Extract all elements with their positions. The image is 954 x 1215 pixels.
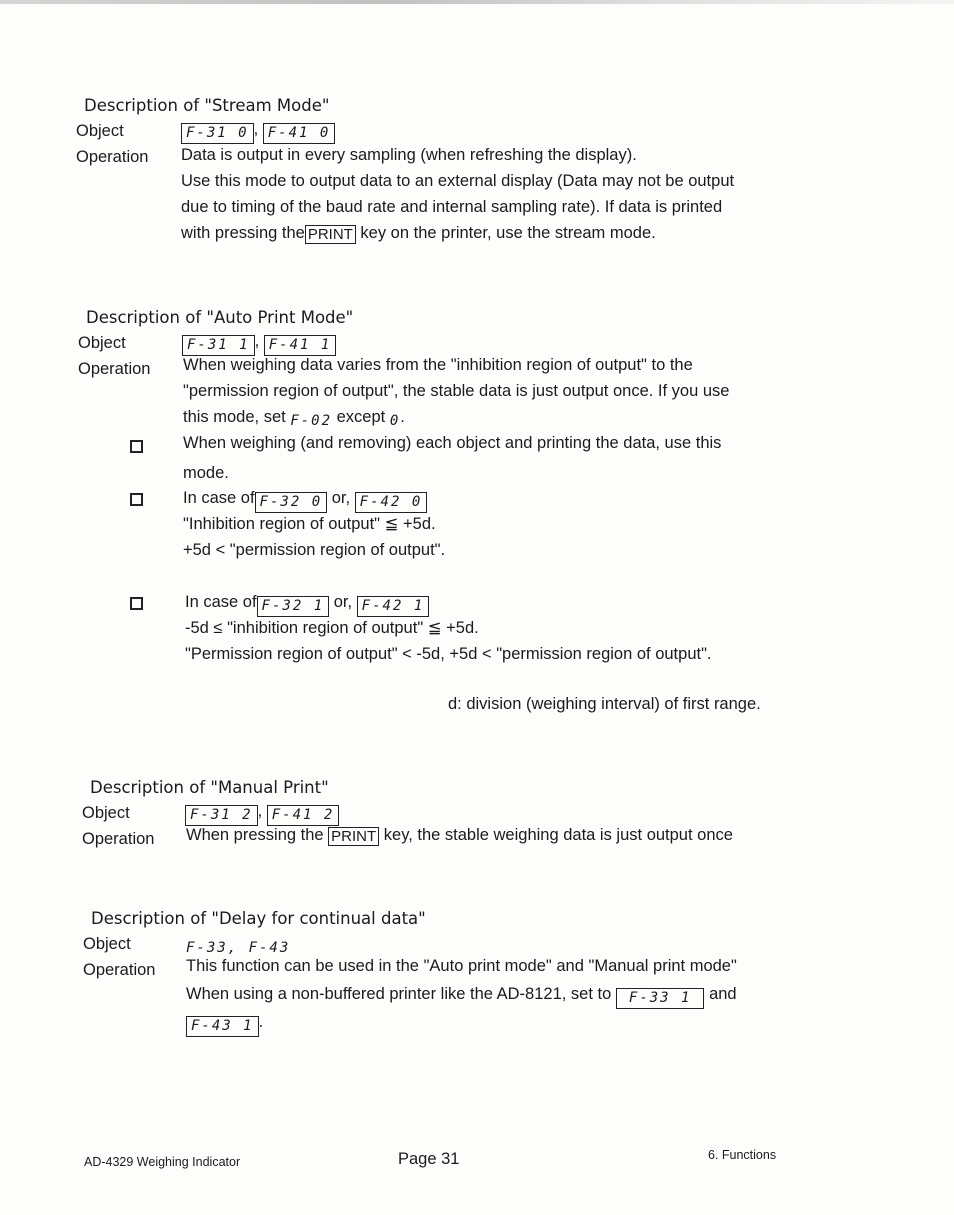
delay-operation-label: Operation (83, 961, 156, 979)
lcd-code: F-31 0 (181, 123, 254, 144)
auto-bullet2-line: "Inhibition region of output" ≦ +5d. (183, 515, 436, 533)
lcd-code: F-31 1 (182, 335, 255, 356)
bullet-square-icon (130, 493, 143, 506)
stream-operation-label: Operation (76, 148, 149, 166)
auto-bullet3-line: -5d ≤ "inhibition region of output" ≦ +5d. (185, 619, 479, 637)
stream-op-line: Data is output in every sampling (when refreshing the display). (181, 146, 637, 164)
page-number: Page 31 (398, 1150, 460, 1168)
stream-op-line (181, 220, 656, 246)
text-fragment: key on the printer, use the stream mode. (360, 224, 656, 242)
manual-op-line (186, 822, 733, 848)
text-fragment: except (336, 408, 386, 426)
lcd-code: F-02 (290, 413, 333, 429)
text-fragment: with pressing the (181, 224, 305, 242)
division-note: d: division (weighing interval) of first range. (448, 695, 761, 713)
delay-op-line: This function can be used in the "Auto print mode" and "Manual print mode" (186, 957, 737, 975)
auto-bullet2-line (183, 485, 427, 513)
lcd-code: F-32 0 (255, 492, 328, 513)
text-fragment: this mode, set (183, 408, 286, 426)
auto-print-heading: Description of "Auto Print Mode" (86, 308, 354, 327)
scan-edge (0, 0, 954, 4)
delay-op-line (186, 1009, 263, 1037)
text-fragment: When pressing the (186, 826, 324, 844)
lcd-code: F-41 2 (267, 805, 340, 826)
lcd-code: F-43 1 (186, 1016, 259, 1037)
delay-heading: Description of "Delay for continual data" (91, 909, 426, 928)
lcd-code: F-42 0 (355, 492, 428, 513)
text-fragment: When using a non-buffered printer like the AD-8121, set to (186, 985, 612, 1003)
print-key: PRINT (328, 827, 379, 846)
auto-op-line: this mode, set F-02 except 0. (183, 408, 405, 429)
lcd-code: F-33, F-43 (186, 940, 291, 956)
print-key: PRINT (305, 225, 356, 244)
lcd-code: F-33 1 (616, 988, 705, 1009)
manual-operation-label: Operation (82, 830, 155, 848)
auto-op-line: When weighing data varies from the "inhibition region of output" to the (183, 356, 693, 374)
auto-op-line: "permission region of output", the stable data is just output once. If you use (183, 382, 730, 400)
stream-object-codes: F-31 0 , F-41 0 (181, 120, 335, 144)
auto-operation-label: Operation (78, 360, 151, 378)
auto-bullet1-line: When weighing (and removing) each object and printing the data, use this (183, 434, 722, 452)
text-fragment: . (258, 1013, 264, 1031)
auto-object-codes: F-31 1 , F-41 1 (182, 332, 336, 356)
lcd-code: F-41 1 (264, 335, 337, 356)
delay-object-label: Object (83, 935, 131, 953)
bullet-square-icon (130, 597, 143, 610)
auto-object-label: Object (78, 334, 126, 352)
auto-bullet3-line: "Permission region of output" < -5d, +5d < "permission region of output". (185, 645, 712, 663)
text-fragment: In case of (185, 593, 257, 611)
auto-bullet1-line: mode. (183, 464, 229, 482)
footer-section: 6. Functions (708, 1148, 777, 1162)
text-fragment: In case of (183, 489, 255, 507)
lcd-code: 0 (389, 413, 401, 429)
stream-mode-heading: Description of "Stream Mode" (84, 96, 330, 115)
delay-op-line (186, 981, 737, 1009)
stream-op-line: Use this mode to output data to an external display (Data may not be output (181, 172, 735, 190)
text-fragment: or, (333, 593, 353, 611)
auto-bullet3-line (185, 589, 429, 617)
lcd-code: F-42 1 (357, 596, 430, 617)
manual-print-heading: Description of "Manual Print" (90, 778, 329, 797)
stream-op-line: due to timing of the baud rate and internal sampling rate). If data is printed (181, 198, 723, 216)
lcd-code: F-41 0 (263, 123, 336, 144)
text-fragment: and (709, 985, 737, 1003)
manual-object-label: Object (82, 804, 130, 822)
bullet-square-icon (130, 440, 143, 453)
auto-bullet2-line: +5d < "permission region of output". (183, 541, 446, 559)
text-fragment: key, the stable weighing data is just output once (383, 826, 733, 844)
footer-product: AD-4329 Weighing Indicator (84, 1155, 241, 1169)
lcd-code: F-32 1 (257, 596, 330, 617)
stream-object-label: Object (76, 122, 124, 140)
text-fragment: or, (331, 489, 351, 507)
manual-object-codes: F-31 2 , F-41 2 (185, 802, 339, 826)
lcd-code: F-31 2 (185, 805, 258, 826)
